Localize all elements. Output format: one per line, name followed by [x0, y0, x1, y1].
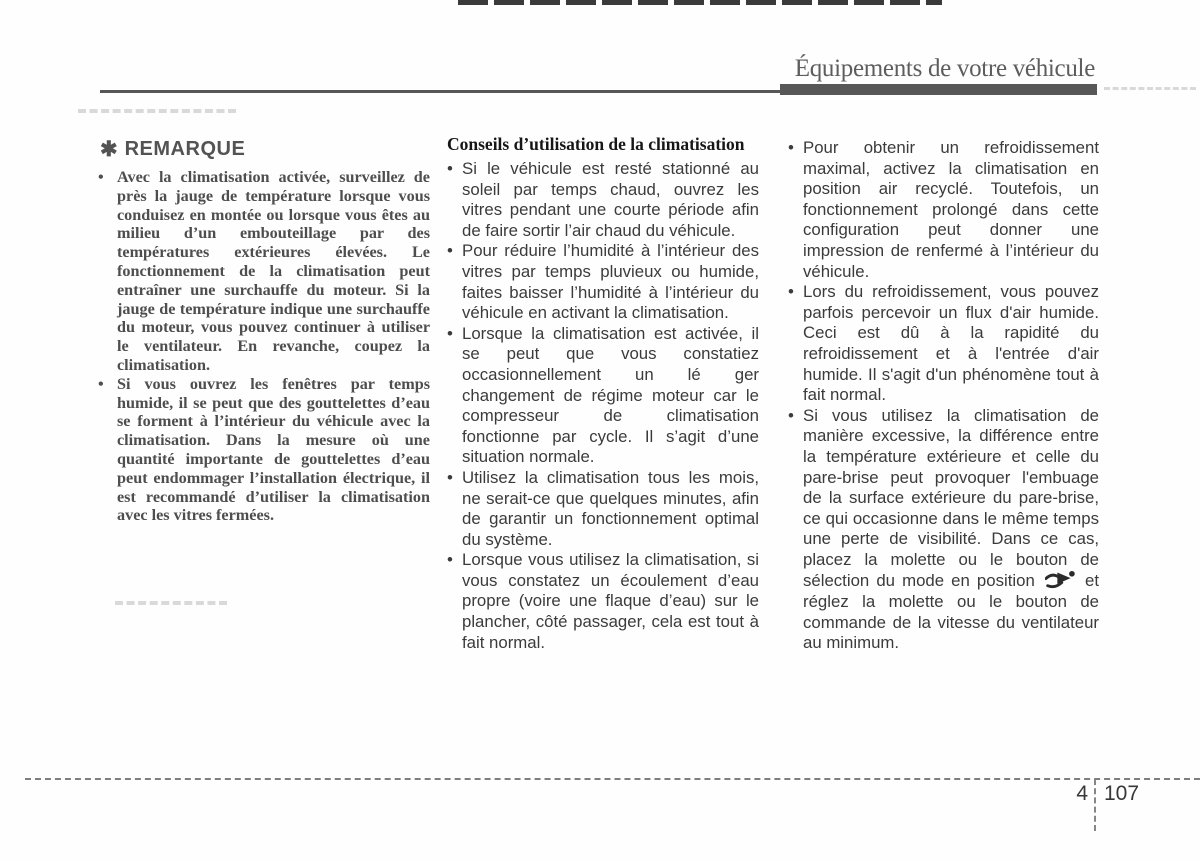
tip-item: • Lorsque la climatisation est activée, il se peut que vous constatiez occasionnellement un lé ger changement de régime moteur car le compresseur de climatisation fonctionne par cycle. Il s’agit d’une situation normale.: [447, 324, 759, 468]
note-item: • Si vous ouvrez les fenêtres par temps humide, il se peut que des gouttelettes d’eau se forment à l’intérieur du véhicule avec la climatisation. Dans la mesure où une quantité importante de gouttelettes d’eau peut endommager l’installation électrique, il est recommandé d’utiliser la climatisation avec les vitres fermées.: [92, 375, 430, 525]
tip-item: • Pour réduire l’humidité à l’intérieur des vitres par temps pluvieux ou humide, faites baisser l’humidité à l’intérieur du véhicule en activant la climatisation.: [447, 241, 759, 323]
tip-item: [788, 406, 1099, 654]
footer-dashed-divider: [1094, 779, 1096, 831]
tips-column-right: [788, 138, 1099, 654]
note-title: REMARQUE: [124, 138, 246, 160]
header-rule-thick: [780, 84, 1097, 95]
note-column: [92, 138, 430, 525]
top-edge-cropped-bar: [458, 0, 942, 5]
scan-artifact-dashes: [78, 109, 236, 113]
tip-item: • Lors du refroidissement, vous pouvez parfois percevoir un flux d'air humide. Ceci est dû à la rapidité du refroidissement et à l'entrée d'air humide. Il s'agit d'un phénomène tout à fait normal.: [788, 282, 1099, 406]
footer-dashed-rule: [25, 778, 1200, 780]
footer-section-number: 4: [1076, 782, 1088, 805]
tip-text-after: et réglez la molette ou le bouton de commande de la vitesse du ventilateur au minimum.: [803, 571, 1099, 653]
page-title: Équipements de votre véhicule: [794, 55, 1095, 82]
tips-list-right: [788, 138, 1099, 654]
note-item: • Avec la climatisation activée, surveillez de près la jauge de température lorsque vous conduisez en montée ou lorsque vous êtes au milieu d’un embouteillage par des températures extérieures élevées. Le fonctionnement de la climatisation peut entraîner une surchauffe du moteur. Si la jauge de température indique une surchauffe du moteur, vous pouvez continuer à utiliser le ventilateur. En revanche, coupez la climatisation.: [92, 168, 430, 375]
note-header: [100, 138, 430, 161]
tip-item: • Lorsque vous utilisez la climatisation, si vous constatez un écoulement d’eau propre (voire une flaque d’eau) sur le plancher, côté passager, cela est tout à fait normal.: [447, 550, 759, 653]
tip-text-before: Si vous utilisez la climatisation de manière excessive, la différence entre la température extérieure et celle du pare-brise peut provoquer l'embuage de la surface extérieure du pare-brise, ce qui occasionne dans le même temps une perte de visibilité. Dans ce cas, placez la molette ou le bouton de sélection du mode en position: [803, 405, 1099, 591]
footer-page-number: 107: [1104, 782, 1140, 805]
asterisk-icon: ✱: [100, 138, 118, 161]
tips-list: [447, 159, 759, 653]
face-level-vent-icon: [1045, 570, 1075, 589]
header-rule-thin: [100, 90, 780, 93]
tips-column: [447, 134, 759, 653]
note-list: [92, 168, 430, 525]
scan-artifact-dashes: [1104, 87, 1196, 90]
tip-item: • Si le véhicule est resté stationné au soleil par temps chaud, ouvrez les vitres pendant une courte période afin de faire sortir l’air chaud du véhicule.: [447, 159, 759, 241]
tips-heading: Conseils d’utilisation de la climatisation: [447, 134, 745, 154]
scan-artifact-dashes: [115, 601, 227, 605]
tip-item: • Pour obtenir un refroidissement maximal, activez la climatisation en position air recyclé. Toutefois, un fonctionnement prolongé dans cette configuration peut donner une impression de renfermé à l’intérieur du véhicule.: [788, 138, 1099, 282]
tip-item: • Utilisez la climatisation tous les mois, ne serait-ce que quelques minutes, afin de garantir un fonctionnement optimal du système.: [447, 468, 759, 550]
